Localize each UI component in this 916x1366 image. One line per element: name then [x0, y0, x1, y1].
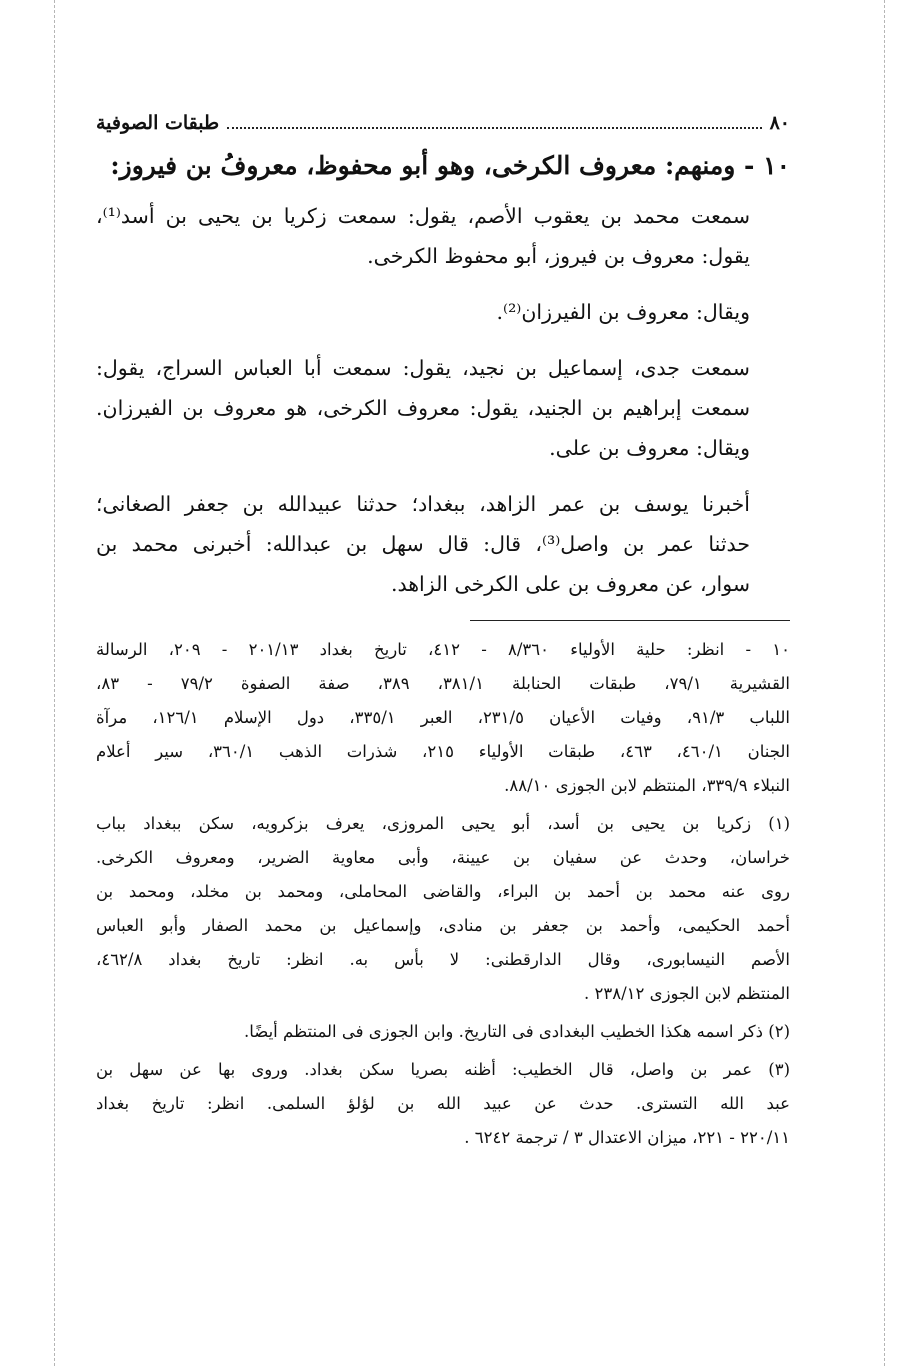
paragraph	[96, 196, 790, 276]
text-line: سمعت جدى، إسماعيل بن نجيد، يقول: سمعت أبا العباس السراج، يقول:	[96, 356, 750, 380]
book-page	[96, 112, 790, 1159]
text-line: ويقال: معروف بن الفيرزان⁽²⁾.	[496, 300, 750, 324]
text-line: حدثنا عمر بن واصل⁽³⁾، قال: قال سهل بن عبدالله: أخبرنى محمد بن	[96, 532, 750, 556]
running-title: طبقات الصوفية	[96, 112, 220, 134]
page-number: ٨٠	[769, 112, 790, 134]
footnote-line: القشيرية ٧٩/١، طبقات الحنابلة ٣٨١/١، ٣٨٩، صفة الصفوة ٧٩/٢ - ٨٣،	[96, 674, 790, 693]
footnote-line: (٢) ذكر اسمه هكذا الخطيب البغدادى فى التاريخ. وابن الجوزى فى المنتظم أيضًا.	[244, 1022, 790, 1041]
footnote-line: (٣) عمر بن واصل، قال الخطيب: أظنه بصريا سكن بغداد. وروى بها عن سهل بن	[96, 1060, 790, 1079]
footnote-line: خراسان، وحدث عن سفيان بن عيينة، وأبى معاوية الضرير، ومعروف الكرخى.	[96, 848, 790, 867]
paragraph	[96, 292, 790, 332]
text-line: سمعت محمد بن يعقوب الأصم، يقول: سمعت زكريا بن يحيى بن أسد⁽¹⁾،	[96, 204, 750, 228]
footnotes	[96, 633, 790, 1155]
margin-guide-right	[884, 0, 885, 1366]
footnote-line: الأصم النيسابورى، وقال الدارقطنى: لا بأس به. انظر: تاريخ بغداد ٤٦٢/٨،	[96, 950, 790, 969]
entry-title: ١٠ - ومنهم: معروف الكرخى، وهو أبو محفوظ، معروفُ بن فيروز:	[110, 151, 790, 180]
footnote-line: ٢٢٠/١١ - ٢٢١، ميزان الاعتدال ٣ / ترجمة ٦٢٤٢ .	[464, 1128, 790, 1147]
header-leader-dots	[227, 113, 761, 129]
footnote	[96, 1015, 790, 1049]
footnote-line: اللباب ٩١/٣، وفيات الأعيان ٢٣١/٥، العبر ٣٣٥/١، دول الإسلام ١٢٦/١، مرآة	[96, 708, 791, 727]
footnote-separator	[470, 620, 790, 621]
footnote-line: (١) زكريا بن يحيى بن أسد، أبو يحيى المروزى، يعرف بزكرويه، سكن ببغداد بباب	[96, 814, 790, 833]
footnote-line: المنتظم لابن الجوزى ٢٣٨/١٢ .	[584, 984, 790, 1003]
footnote-line: عبد الله التسترى. حدث عن عبيد الله بن لؤلؤ السلمى. انظر: تاريخ بغداد	[96, 1094, 790, 1113]
footnote-line: روى عنه محمد بن أحمد بن البراء، والقاضى المحاملى، ومحمد بن مخلد، ومحمد بن	[96, 882, 790, 901]
text-line: أخبرنا يوسف بن عمر الزاهد، ببغداد؛ حدثنا عبيدالله بن جعفر الصغانى؛	[96, 492, 750, 516]
page-header	[96, 112, 790, 142]
footnote-line: الجنان ٤٦٠/١، ٤٦٣، طبقات الأولياء ٢١٥، شذرات الذهب ٣٦٠/١، سير أعلام	[96, 742, 790, 761]
text-line: يقول: معروف بن فيروز، أبو محفوظ الكرخى.	[367, 244, 750, 268]
text-line: سمعت إبراهيم بن الجنيد، يقول: معروف الكرخى، هو معروف بن الفيرزان.	[96, 396, 750, 420]
footnote-line: أحمد الحكيمى، وأحمد بن جعفر بن منادى، وإسماعيل بن محمد الصفار وأبو العباس	[96, 916, 790, 935]
paragraph	[96, 484, 790, 604]
footnote	[96, 1053, 790, 1155]
footnote	[96, 633, 790, 803]
footnote-line: ١٠ - انظر: حلية الأولياء ٨/٣٦٠ - ٤١٢، تاريخ بغداد ٢٠١/١٣ - ٢٠٩، الرسالة	[96, 640, 790, 659]
text-line: ويقال: معروف بن على.	[549, 436, 750, 460]
text-line: سوار، عن معروف بن على الكرخى الزاهد.	[390, 572, 750, 596]
paragraph	[96, 348, 790, 468]
entry-body	[96, 196, 790, 604]
footnote-line: النبلاء ٣٣٩/٩، المنتظم لابن الجوزى ٨٨/١٠.	[504, 776, 790, 795]
footnote	[96, 807, 790, 1011]
margin-guide-left	[54, 0, 55, 1366]
